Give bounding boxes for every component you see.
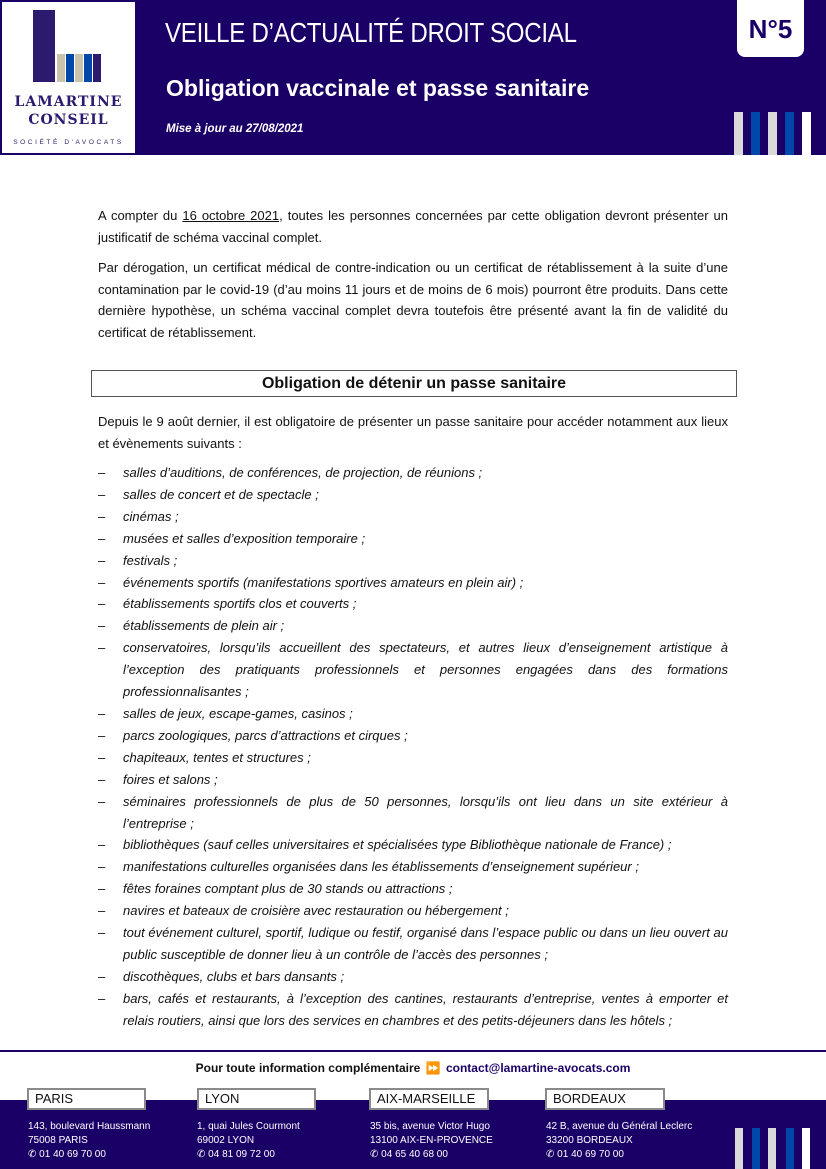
postal-city: 75008 PARIS [28, 1135, 88, 1146]
phone-icon: ✆ [28, 1149, 37, 1160]
list-item-text: fêtes foraines comptant plus de 30 stands ou attractions ; [123, 881, 453, 897]
intro-paragraph-2: Par dérogation, un certificat médical de contre-indication ou un certificat de rétablissement à la suite d’une contamination par le covid-19 (d’au moins 11 jours et de moins de 6 mois) pourront être produits. Dans cette dernière hypothèse, un schéma vaccinal complet devra toutefois être présenté avant la fin de validité du certificat de rétablissement. [98, 260, 728, 340]
phone [370, 1148, 493, 1162]
dash-bullet-icon: – [98, 508, 106, 524]
street: 143, boulevard Haussmann [28, 1121, 151, 1132]
list-item [98, 834, 728, 856]
dash-bullet-icon: – [98, 968, 106, 984]
section-intro [98, 411, 728, 454]
footer-divider [0, 1050, 826, 1052]
contact-email-link[interactable]: contact@lamartine-avocats.com [445, 1061, 631, 1075]
decorative-stripe [768, 1128, 776, 1169]
list-item-text: musées et salles d’exposition temporaire ; [123, 530, 366, 546]
list-item-text: séminaires professionnels de plus de 50 personnes, lorsqu’ils ont lieu dans un site extérieur à l’entreprise ; [123, 793, 728, 831]
logo-bar [93, 54, 101, 82]
list-item-text: salles de jeux, escape-games, casinos ; [123, 705, 353, 721]
list-item [98, 506, 728, 528]
office-address-bordeaux [546, 1120, 692, 1162]
list-item [98, 615, 728, 637]
dash-bullet-icon: – [98, 640, 106, 656]
street: 1, quai Jules Courmont [197, 1121, 300, 1132]
logo-bar [33, 10, 55, 82]
office-label-bordeaux: BORDEAUX [545, 1088, 665, 1110]
list-item [98, 593, 728, 615]
list-item [98, 747, 728, 769]
list-item-text: conservatoires, lorsqu’ils accueillent des spectateurs, et autres lieux d’enseignement artistique à l’exception des pratiquants professionnels et personnes engagées dans des formations professionnalisantes ; [123, 640, 728, 700]
decorative-stripe [786, 1128, 794, 1169]
dash-bullet-icon: – [98, 793, 106, 809]
dash-bullet-icon: – [98, 749, 106, 765]
office-label-lyon: LYON [197, 1088, 316, 1110]
phone-icon: ✆ [197, 1149, 206, 1160]
list-item [98, 922, 728, 966]
phone-number: 04 65 40 68 00 [381, 1149, 448, 1160]
logo-bar [57, 54, 65, 82]
logo-bar [84, 54, 92, 82]
dash-bullet-icon: – [98, 486, 106, 502]
postal-city: 13100 AIX-EN-PROVENCE [370, 1135, 493, 1146]
list-item-text: chapiteaux, tentes et structures ; [123, 749, 311, 765]
effective-date: 16 octobre 2021 [182, 208, 280, 223]
update-date: Mise à jour au 27/08/2021 [166, 123, 304, 135]
contact-line [0, 1061, 826, 1075]
section-heading: Obligation de détenir un passe sanitaire [91, 370, 737, 397]
venue-list [98, 462, 728, 1032]
decorative-stripe [768, 112, 777, 155]
decorative-stripe [735, 1128, 743, 1169]
list-item-text: tout événement culturel, sportif, ludique ou festif, organisé dans l’espace public ou dans un lieu ouvert au public susceptible de donner lieu à un contrôle de l’accès des personnes ; [123, 925, 728, 962]
intro-section [98, 205, 728, 343]
list-item-text: établissements de plein air ; [123, 618, 285, 634]
street: 42 B, avenue du Général Leclerc [546, 1121, 693, 1132]
header-banner [0, 0, 826, 155]
company-logo [1, 1, 136, 154]
dash-bullet-icon: – [98, 574, 106, 590]
list-item [98, 572, 728, 594]
dash-bullet-icon: – [98, 771, 106, 787]
list-item [98, 462, 728, 484]
list-item-text: foires et salons ; [123, 771, 218, 787]
dash-bullet-icon: – [98, 552, 106, 568]
office-address-aix-marseille [370, 1120, 493, 1162]
decorative-stripe [734, 112, 743, 155]
decorative-stripe [802, 112, 811, 155]
list-item [98, 769, 728, 791]
phone-number: 04 81 09 72 00 [208, 1149, 275, 1160]
list-item [98, 878, 728, 900]
section-intro-paragraph: Depuis le 9 août dernier, il est obligatoire de présenter un passe sanitaire pour accéder notamment aux lieux et évènements suivants : [98, 414, 728, 451]
list-item [98, 703, 728, 725]
list-item-text: établissements sportifs clos et couverts ; [123, 596, 357, 612]
phone-icon: ✆ [370, 1149, 379, 1160]
postal-city: 33200 BORDEAUX [546, 1135, 633, 1146]
list-item-text: bibliothèques (sauf celles universitaires et spécialisées type Bibliothèque nationale de France) ; [123, 837, 672, 853]
list-item [98, 725, 728, 747]
logo-bar [66, 54, 74, 82]
list-item-text: festivals ; [123, 552, 178, 568]
dash-bullet-icon: – [98, 881, 106, 897]
phone [546, 1148, 692, 1162]
issue-number-badge: N°5 [737, 0, 804, 57]
decorative-stripe [802, 1128, 810, 1169]
decorative-stripe [785, 112, 794, 155]
list-item-text: parcs zoologiques, parcs d’attractions et cirques ; [123, 727, 408, 743]
phone [197, 1148, 300, 1162]
logo-bar [75, 54, 83, 82]
fast-forward-icon: ⏩ [425, 1061, 441, 1075]
list-item [98, 988, 728, 1032]
logo-name-line2: CONSEIL [28, 112, 109, 128]
decorative-stripe [752, 1128, 760, 1169]
list-item [98, 856, 728, 878]
logo-tagline: SOCIÉTÉ D'AVOCATS [13, 139, 124, 146]
list-item-text: cinémas ; [123, 508, 179, 524]
intro-paragraph-1 [98, 205, 728, 248]
office-address-lyon [197, 1120, 300, 1162]
dash-bullet-icon: – [98, 859, 106, 875]
dash-bullet-icon: – [98, 705, 106, 721]
phone-number: 01 40 69 70 00 [39, 1149, 106, 1160]
dash-bullet-icon: – [98, 925, 106, 941]
list-item [98, 550, 728, 572]
dash-bullet-icon: – [98, 903, 106, 919]
text: A compter du [98, 208, 183, 223]
text: , toutes les personnes concernées par cette obligation devront présenter un justificatif de schéma vaccinal complet. [98, 208, 728, 245]
list-item-text: manifestations culturelles organisées dans les établissements d’enseignement supérieur ; [123, 859, 639, 875]
office-label-aix-marseille: AIX-MARSEILLE [369, 1088, 489, 1110]
list-item [98, 528, 728, 550]
contact-label: Pour toute information complémentaire [195, 1061, 421, 1075]
phone-number: 01 40 69 70 00 [557, 1149, 624, 1160]
dash-bullet-icon: – [98, 837, 106, 853]
list-item-text: événements sportifs (manifestations sportives amateurs en plein air) ; [123, 574, 524, 590]
phone [28, 1148, 150, 1162]
page-title: Obligation vaccinale et passe sanitaire [166, 75, 590, 101]
office-address-paris [28, 1120, 150, 1162]
dash-bullet-icon: – [98, 618, 106, 634]
list-item [98, 900, 728, 922]
list-item-text: navires et bateaux de croisière avec restauration ou hébergement ; [123, 903, 509, 919]
dash-bullet-icon: – [98, 530, 106, 546]
list-item [98, 637, 728, 703]
dash-bullet-icon: – [98, 727, 106, 743]
dash-bullet-icon: – [98, 596, 106, 612]
postal-city: 69002 LYON [197, 1135, 255, 1146]
dash-bullet-icon: – [98, 465, 106, 480]
phone-icon: ✆ [546, 1149, 555, 1160]
list-item-text: salles d’auditions, de conférences, de projection, de réunions ; [123, 465, 483, 480]
office-label-paris: PARIS [27, 1088, 146, 1110]
list-item-text: discothèques, clubs et bars dansants ; [123, 968, 345, 984]
list-item-text: bars, cafés et restaurants, à l’exception des cantines, restaurants d’entreprise, ventes à emporter et relais routiers, ainsi que lors des services en chambres et des petits-déjeuners dans les hôtels ; [123, 990, 728, 1028]
list-item [98, 484, 728, 506]
list-item [98, 791, 728, 835]
logo-name-line1: LAMARTINE [14, 94, 123, 110]
list-item [98, 966, 728, 988]
list-item-text: salles de concert et de spectacle ; [123, 486, 319, 502]
decorative-stripe [751, 112, 760, 155]
street: 35 bis, avenue Victor Hugo [370, 1121, 490, 1132]
newsletter-title: VEILLE D’ACTUALITÉ DROIT SOCIAL [165, 17, 577, 48]
dash-bullet-icon: – [98, 990, 106, 1006]
